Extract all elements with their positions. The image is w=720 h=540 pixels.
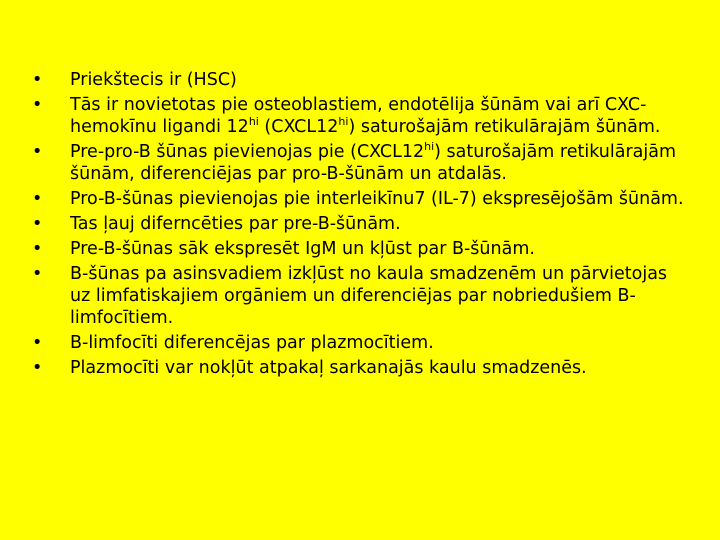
bullet-dot-icon: • — [32, 189, 43, 209]
bullet-text — [70, 189, 684, 209]
bullet-text — [70, 214, 401, 234]
bullet-dot-icon: • — [32, 239, 43, 259]
text-run: ) saturošajām retikulārajām šūnām, diferenciējas par pro-B-šūnām un atdalās. — [70, 142, 677, 184]
bullet-item — [32, 263, 692, 329]
text-run: Priekštecis ir (HSC) — [70, 70, 237, 90]
bullet-dot-icon: • — [32, 214, 43, 234]
bullet-text — [70, 142, 676, 184]
bullet-item — [32, 213, 692, 235]
bullet-dot-icon: • — [32, 95, 43, 115]
bullet-dot-icon: • — [32, 358, 43, 378]
bullet-dot-icon: • — [32, 264, 43, 284]
text-run: Pro-B-šūnas pievienojas pie interleikīnu7 (IL-7) ekspresējošām šūnām. — [70, 189, 684, 209]
text-run: Tas ļauj diferncēties par pre-B-šūnām. — [70, 214, 401, 234]
text-run: Tās ir novietotas pie osteoblastiem, endotēlija šūnām vai arī CXC-hemokīnu ligandi 12 — [70, 95, 647, 137]
text-run: (CXCL12 — [258, 117, 339, 137]
bullet-item — [32, 141, 692, 185]
text-run: B-limfocīti diferencējas par plazmocītiem. — [70, 333, 434, 353]
bullet-item — [32, 69, 692, 91]
bullet-dot-icon: • — [32, 142, 43, 162]
bullet-text — [70, 358, 587, 378]
bullet-text — [70, 95, 661, 137]
bullet-text — [70, 239, 535, 259]
bullet-text — [70, 333, 434, 353]
text-run: Pre-pro-B šūnas pievienojas pie (CXCL12 — [70, 142, 425, 162]
bullet-item — [32, 357, 692, 379]
superscript: hi — [248, 115, 259, 129]
bullet-item — [32, 188, 692, 210]
bullet-item — [32, 238, 692, 260]
text-run: Plazmocīti var nokļūt atpakaļ sarkanajās kaulu smadzenēs. — [70, 358, 587, 378]
bullet-list — [32, 69, 692, 382]
bullet-text — [70, 264, 667, 328]
bullet-item — [32, 94, 692, 138]
superscript: hi — [338, 115, 349, 129]
text-run: ) saturošajām retikulārajām šūnām. — [348, 117, 661, 137]
text-run: B-šūnas pa asinsvadiem izkļūst no kaula smadzenēm un pārvietojas uz limfatiskajiem orgāniem un diferenciējas par nobriedušiem B-limfocītiem. — [70, 264, 668, 328]
bullet-dot-icon: • — [32, 333, 43, 353]
bullet-item — [32, 332, 692, 354]
text-run: Pre-B-šūnas sāk ekspresēt IgM un kļūst par B-šūnām. — [70, 239, 535, 259]
bullet-dot-icon: • — [32, 70, 43, 90]
superscript: hi — [424, 140, 435, 154]
bullet-text — [70, 70, 237, 90]
